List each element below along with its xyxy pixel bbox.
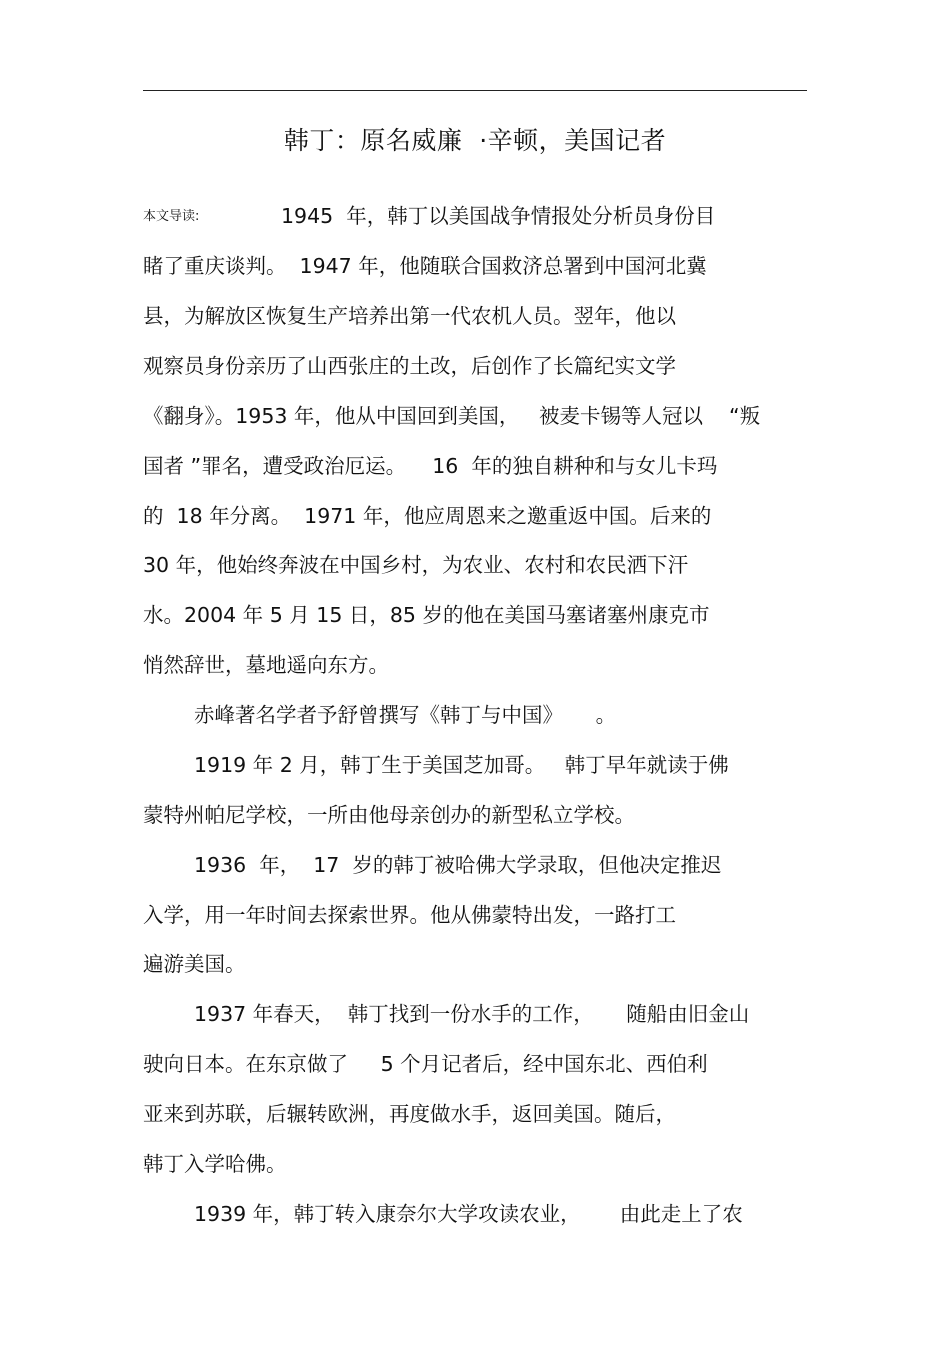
- intro-line: 国者 ”罪名，遭受政治厄运。 16 年的独自耕种和与女儿卡玛: [143, 454, 718, 478]
- paragraph-line: 入学，用一年时间去探索世界。他从佛蒙特出发，一路打工: [143, 903, 676, 927]
- paragraph-line: 遍游美国。: [143, 952, 246, 976]
- intro-line: 悄然辞世，墓地遥向东方。: [143, 653, 389, 677]
- intro-line: 县，为解放区恢复生产培养出第一代农机人员。翌年，他以: [143, 304, 676, 328]
- intro-line: 的 18 年分离。 1971 年，他应周恩来之邀重返中国。后来的: [143, 504, 712, 528]
- paragraph-first-line: 赤峰著名学者予舒曾撰写《韩丁与中国》 。: [194, 703, 617, 727]
- top-rule: [143, 90, 807, 91]
- intro-first-line: 1945 年，韩丁以美国战争情报处分析员身份目: [281, 204, 716, 228]
- intro-line: 30 年，他始终奔波在中国乡村，为农业、农村和农民洒下汗: [143, 553, 689, 577]
- intro-line: 睹了重庆谈判。 1947 年，他随联合国救济总署到中国河北冀: [143, 254, 707, 278]
- paragraph-line: 亚来到苏联，后辗转欧洲，再度做水手，返回美国。随后，: [143, 1102, 676, 1126]
- paragraph-line: 驶向日本。在东京做了 5 个月记者后，经中国东北、西伯利: [143, 1052, 708, 1076]
- intro-label: 本文导读:: [143, 209, 200, 224]
- document-title: 韩丁：原名威廉 ·辛顿，美国记者: [283, 126, 667, 155]
- paragraph-first-line: 1919 年 2 月，韩丁生于美国芝加哥。 韩丁早年就读于佛: [194, 753, 729, 777]
- intro-line: 《翻身》。1953 年，他从中国回到美国， 被麦卡锡等人冠以 “叛: [143, 404, 761, 428]
- paragraph-line: 韩丁入学哈佛。: [143, 1152, 287, 1176]
- paragraph-first-line: 1939 年，韩丁转入康奈尔大学攻读农业， 由此走上了农: [194, 1202, 743, 1226]
- paragraph-first-line: 1937 年春天， 韩丁找到一份水手的工作， 随船由旧金山: [194, 1002, 750, 1026]
- intro-line: 观察员身份亲历了山西张庄的土改，后创作了长篇纪实文学: [143, 354, 676, 378]
- intro-line: 水。2004 年 5 月 15 日，85 岁的他在美国马塞诸塞州康克市: [143, 603, 710, 627]
- paragraph-line: 蒙特州帕尼学校，一所由他母亲创办的新型私立学校。: [143, 803, 635, 827]
- paragraph-first-line: 1936 年， 17 岁的韩丁被哈佛大学录取，但他决定推迟: [194, 853, 722, 877]
